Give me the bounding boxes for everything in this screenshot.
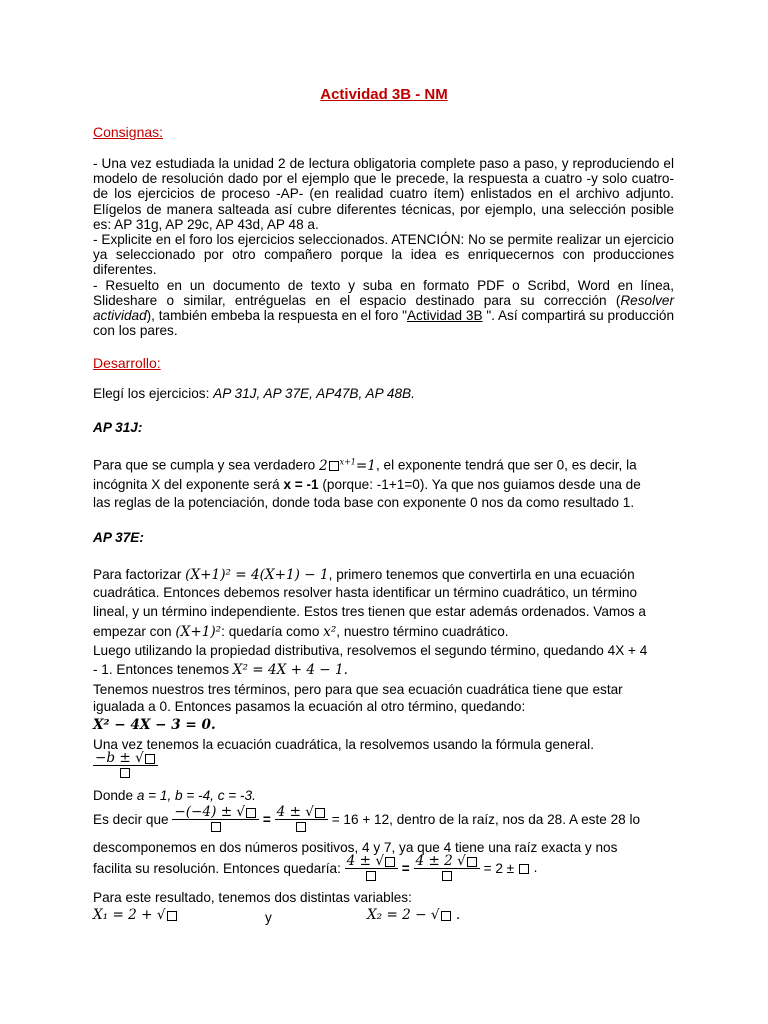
ap37e-line-6: - 1. Entonces tenemos X² = 4X + 4 − 1. (93, 662, 348, 678)
ap37e-line-10: Una vez tenemos la ecuación cuadrática, la resolvemos usando la fórmula general. (93, 737, 594, 752)
ap37e-line-4: empezar con (X+1)²: quedaría como x², nuestro término cuadrático. (93, 624, 509, 640)
ap37e-heading: AP 37E: (93, 530, 144, 545)
quadratic-equation: X² − 4X − 3 = 0. (93, 717, 216, 733)
ap37e-line-14: facilita su resolución. Entonces quedaría: 4 ± √ = 4 ± 2 √ = 2 ± . (93, 855, 537, 882)
and-connector: y (265, 910, 272, 925)
consignas-paragraph-3: - Resuelto en un documento de texto y suba en formato PDF o Scribd, Word en línea, Slideshare o similar, entréguelas en el espacio destinado para su corrección (Resolver actividad), también embeba la respuesta en el foro "Actividad 3B ". Así compartirá su producción con los pares. (93, 277, 675, 339)
ap37e-line-8: igualada a 0. Entonces pasamos la ecuación al otro término, quedando: (93, 699, 526, 714)
general-formula: −b ± √ (93, 752, 158, 779)
ap37e-line-1: Para factorizar (X+1)² = 4(X+1) − 1, primero tenemos que convertirla en una ecuación (93, 567, 635, 583)
exponent-equation: 2 $^{x+1}$=1 (318, 457, 376, 474)
solution-x1: X₁ = 2 + √ (93, 907, 178, 923)
ap31j-heading: AP 31J: (93, 420, 143, 435)
ap37e-line-13: descomponemos en dos números positivos, 4 y 7, ya que 4 tiene una raíz exacta y nos (93, 840, 618, 855)
ap31j-line-2: incógnita X del exponente será x = -1 (porque: -1+1=0). Ya que nos guiamos desde una de (93, 477, 641, 492)
solution-x2: X₂ = 2 − √ . (367, 907, 461, 923)
consignas-heading: Consignas: (93, 124, 164, 140)
ap31j-line-1: Para que se cumpla y sea verdadero 2 $^{x+1}$=1, el exponente tendrá que ser 0, es decir, la (93, 457, 637, 474)
ap37e-line-7: Tenemos nuestros tres términos, pero para que sea ecuación cuadrática tiene que estar (93, 682, 623, 697)
consignas-paragraph-1: - Una vez estudiada la unidad 2 de lectura obligatoria complete paso a paso, y reproduciendo el modelo de resolución dado por el ejemplo que le precede, la respuesta a cuatro -y solo cuatro- de los ejercicios de proceso -AP- (en realidad cuatro ítem) enlistados en el archivo adjunto. Elígelos de manera salteada así cubre diferentes técnicas, por ejemplo, una selección posible es: AP 31g, AP 29c, AP 43d, AP 48 a. (93, 156, 674, 232)
desarrollo-heading: Desarrollo: (93, 355, 161, 371)
coefficients-line: Donde a = 1, b = -4, c = -3. (93, 788, 256, 803)
ap37e-es-decir: Es decir que −(−4) ± √ = 4 ± √ = 16 + 12, dentro de la raíz, nos da 28. A este 28 lo (93, 806, 640, 833)
desarrollo-intro: Elegí los ejercicios: AP 31J, AP 37E, AP47B, AP 48B. (93, 386, 415, 401)
ap31j-line-3: las reglas de la potenciación, donde toda base con exponente 0 nos da como resultado 1. (93, 495, 635, 510)
consignas-paragraph-2: - Explicite en el foro los ejercicios seleccionados. ATENCIÓN: No se permite realizar un ejercicio ya seleccionado por otro compañero porque la idea es enriquecernos con producciones diferentes. (93, 232, 674, 278)
ap37e-line-3: lineal, y un término independiente. Estos tres tienen que estar además ordenados. Vamos a (93, 604, 646, 619)
page-title: Actividad 3B - NM (320, 86, 448, 103)
ap37e-line-5: Luego utilizando la propiedad distributiva, resolvemos el segundo término, quedando 4X + 4 (93, 643, 648, 658)
consignas-body (93, 156, 674, 338)
ap37e-line-2: cuadrática. Entonces debemos resolver hasta identificar un término cuadrático, un término (93, 585, 638, 600)
ap37e-line-15: Para este resultado, tenemos dos distintas variables: (93, 890, 412, 905)
